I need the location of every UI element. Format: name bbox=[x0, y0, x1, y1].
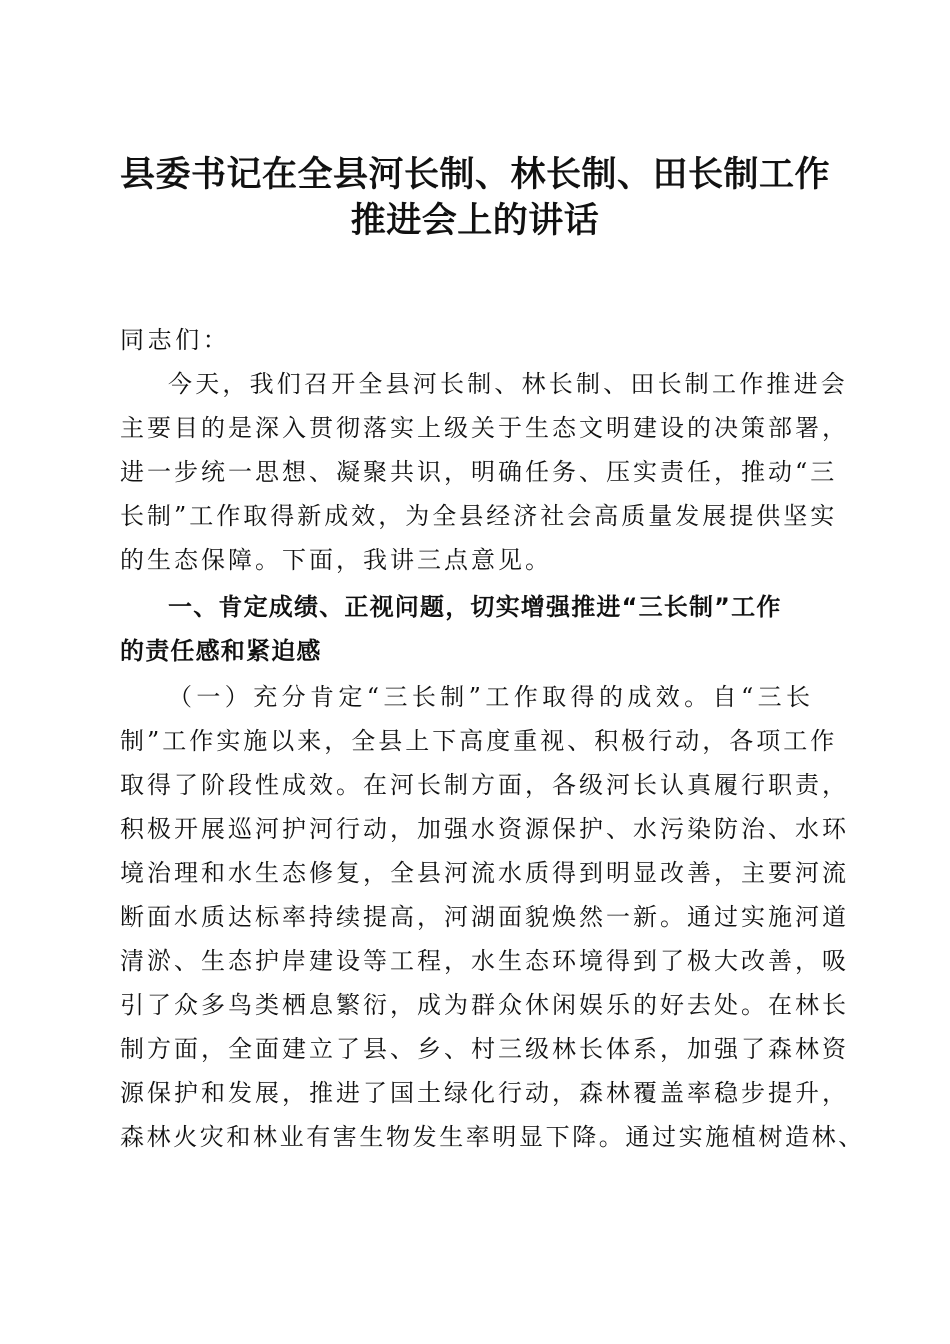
paragraph-1-line-5: 的生态保障。下面，我讲三点意见。 bbox=[120, 546, 552, 574]
paragraph-1-line-4: 长制”工作取得新成效，为全县经济社会高质量发展提供坚实 bbox=[120, 502, 838, 530]
paragraph-2-line-7: 清淤、生态护岸建设等工程，水生态环境得到了极大改善，吸 bbox=[120, 947, 849, 975]
section-heading-1-line-2: 的责任感和紧迫感 bbox=[120, 637, 322, 665]
document-title-line-1: 县委书记在全县河长制、林长制、田长制工作 bbox=[119, 154, 830, 195]
paragraph-2-line-1: （一）充分肯定“三长制”工作取得的成效。自“三长 bbox=[168, 683, 815, 711]
paragraph-2-line-11: 森林火灾和林业有害生物发生率明显下降。通过实施植树造林、 bbox=[120, 1123, 865, 1151]
paragraph-1-line-1: 今天，我们召开全县河长制、林长制、田长制工作推进会 bbox=[168, 370, 848, 398]
paragraph-2-line-8: 引了众多鸟类栖息繁衍，成为群众休闲娱乐的好去处。在林长 bbox=[120, 991, 849, 1019]
paragraph-2-line-2: 制”工作实施以来，全县上下高度重视、积极行动，各项工作 bbox=[120, 727, 838, 755]
paragraph-2-line-9: 制方面，全面建立了县、乡、村三级林长体系，加强了森林资 bbox=[120, 1035, 849, 1063]
salutation: 同志们： bbox=[120, 326, 231, 354]
paragraph-2-line-6: 断面水质达标率持续提高，河湖面貌焕然一新。通过实施河道 bbox=[120, 903, 849, 931]
paragraph-2-line-3: 取得了阶段性成效。在河长制方面，各级河长认真履行职责， bbox=[120, 771, 849, 799]
paragraph-1-line-2: 主要目的是深入贯彻落实上级关于生态文明建设的决策部署， bbox=[120, 414, 849, 442]
paragraph-2-line-4: 积极开展巡河护河行动，加强水资源保护、水污染防治、水环 bbox=[120, 815, 849, 843]
paragraph-1-line-3: 进一步统一思想、凝聚共识，明确任务、压实责任，推动“三 bbox=[120, 458, 838, 486]
document-title-line-2: 推进会上的讲话 bbox=[350, 200, 600, 241]
section-heading-1-line-1: 一、肯定成绩、正视问题，切实增强推进“三长制”工作 bbox=[168, 593, 782, 621]
paragraph-2-line-10: 源保护和发展，推进了国土绿化行动，森林覆盖率稳步提升， bbox=[120, 1079, 849, 1107]
paragraph-2-line-5: 境治理和水生态修复，全县河流水质得到明显改善，主要河流 bbox=[120, 859, 849, 887]
